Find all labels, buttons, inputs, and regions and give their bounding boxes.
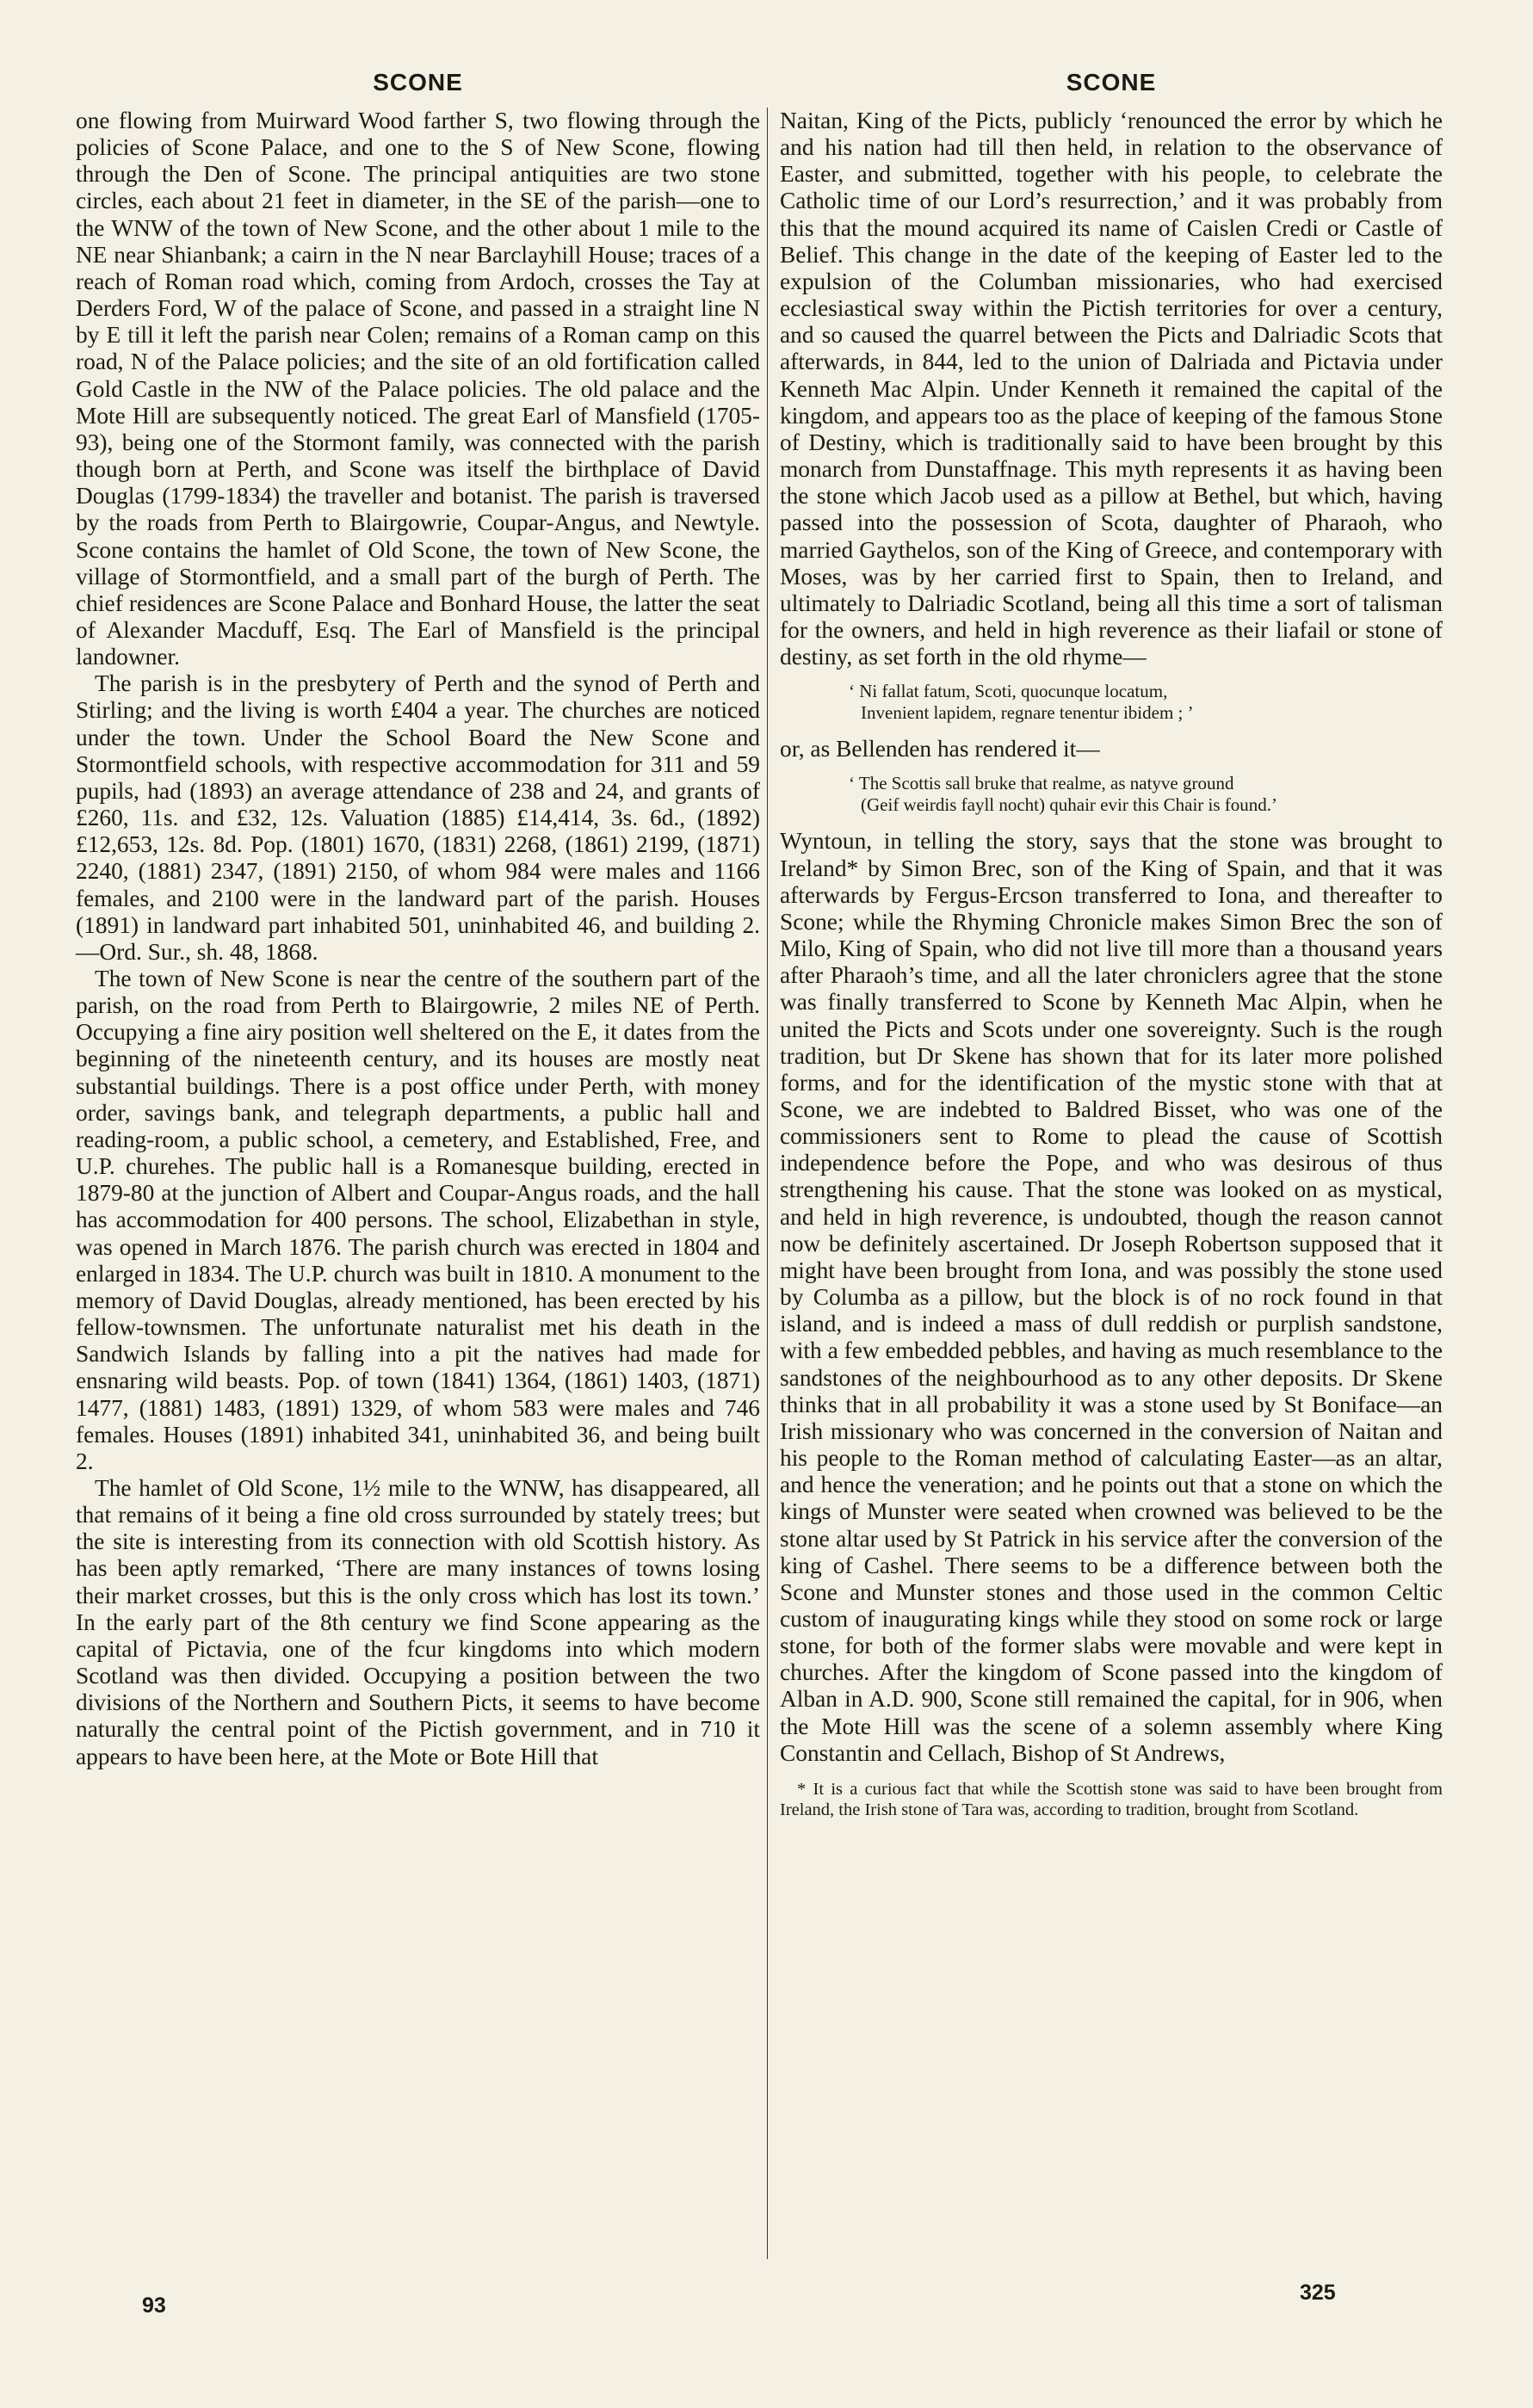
footnote: * It is a curious fact that while the Scottish stone was said to have been brought from Ireland, the Irish stone of Tara was, according to tradition, brought from Scotland. bbox=[780, 1779, 1443, 1819]
verse-line: ‘ The Scottis sall bruke that realme, as natyve ground bbox=[849, 773, 1234, 794]
paragraph: The hamlet of Old Scone, 1½ mile to the WNW, has disappeared, all that remains of it being a fine old cross surrounded by stately trees; but the site is interesting from its connection with old Scottish history. As has been aptly remarked, ‘There are many instances of towns losing their market crosses, but this is the only cross which has lost its town.’ In the early part of the 8th century we find Scone appearing as the capital of Pictavia, one of the fcur kingdoms into which modern Scotland was then divided. Occupying a position between the two divisions of the Northern and Southern Picts, it seems to have become naturally the central point of the Pictish government, and in 710 it appears to have been here, at the Mote or Bote Hill that bbox=[76, 1474, 760, 1769]
paragraph: The parish is in the presbytery of Perth and the synod of Perth and Stirling; and the living is worth £404 a year. The churches are noticed under the town. Under the School Board the New Scone and Stormontfield schools, with respective accommodation for 311 and 59 pupils, had (1893) an average attendance of 238 and 24, and grants of £260, 11s. and £32, 12s. Valuation (1885) £14,414, 3s. 6d., (1892) £12,653, 12s. 8d. Pop. (1801) 1670, (1831) 2268, (1861) 2199, (1871) 2240, (1881) 2347, (1891) 2150, of whom 984 were males and 1166 females, and 2100 were in the landward part of the parish. Houses (1891) in landward part inhabited 501, uninhabited 46, and building 2.—Ord. Sur., sh. 48, 1868. bbox=[76, 670, 760, 965]
paragraph: one flowing from Muirward Wood farther S, two flowing through the policies of Scone Palace, and one to the S of New Scone, flowing through the Den of Scone. The principal antiquities are two stone circles, each about 21 feet in diameter, in the SE of the parish—one to the WNW of the town of New Scone, and the other about 1 mile to the NE near Shianbank; a cairn in the N near Barclayhill House; traces of a reach of Roman road which, coming from Ardoch, crosses the Tay at Derders Ford, W of the palace of Scone, and passed in a straight line N by E till it left the parish near Colen; remains of a Roman camp on this road, N of the Palace policies; and the site of an old fortification called Gold Castle in the NW of the Palace policies. The old palace and the Mote Hill are subsequently noticed. The great Earl of Mansfield (1705-93), being one of the Stormont family, was connected with the parish though born at Perth, and Scone was itself the birthplace of David Douglas (1799-1834) the traveller and botanist. The parish is traversed by the roads from Perth to Blairgowrie, Coupar-Angus, and Newtyle. Scone contains the hamlet of Old Scone, the town of New Scone, the village of Stormontfield, and a small part of the burgh of Perth. The chief residences are Scone Palace and Bonhard House, the latter the seat of Alexander Macduff, Esq. The Earl of Mansfield is the principal landowner. bbox=[76, 108, 760, 670]
paragraph: Wyntoun, in telling the story, says that the stone was brought to Ireland* by Simon Brec, son of the King of Spain, and that it was afterwards by Fergus-Ercson transferred to Iona, and thereafter to Scone; while the Rhyming Chronicle makes Simon Brec the son of Milo, King of Spain, who did not live till more than a thousand years after Pharaoh’s time, and all the later chroniclers agree that the stone was finally transferred to Scone by Kenneth Mac Alpin, when he united the Picts and Scots under one sovereignty. Such is the rough tradition, but Dr Skene has shown that for its later more polished forms, and for the identification of the mystic stone with that at Scone, we are indebted to Baldred Bisset, who was one of the commissioners sent to Rome to plead the cause of Scottish independence before the Pope, and who was desirous of thus strengthening his cause. That the stone was looked on as mystical, and held in high reverence, is undoubted, though the reason cannot now be definitely ascertained. Dr Joseph Robertson supposed that it might have been brought from Iona, and was possibly the stone used by Columba as a pillow, but the block is of no rock found in that island, and is indeed a mass of dull reddish or purplish sandstone, with a few embedded pebbles, and having as much resemblance to the sandstones of the neighbourhood as to any other deposits. Dr Skene thinks that in all probability it was a stone used by St Boniface—an Irish missionary who was concerned in the conversion of Naitan and his people to the Roman method of calculating Easter—as an altar, and hence the veneration; and he points out that a stone on which the kings of Munster were seated when crowned was believed to be the stone altar used by St Patrick in his service after the conversion of the king of Cashel. There seems to be a difference between both the Scone and Munster stones and those used in the common Celtic custom of inaugurating kings while they stood on some rock or large stone, for both of the former slabs were movable and were kept in churches. After the kingdom of Scone passed into the kingdom of Alban in A.D. 900, Scone still remained the capital, for in 906, when the Mote Hill was the scene of a solemn assembly where King Constantin and Cellach, Bishop of St Andrews, bbox=[780, 828, 1443, 1766]
column-divider bbox=[767, 108, 768, 2259]
signature-mark: 93 bbox=[142, 2294, 166, 2318]
page-number: 325 bbox=[1300, 2281, 1336, 2305]
right-column bbox=[780, 108, 1443, 1820]
verse-scots bbox=[849, 773, 1443, 816]
verse-line: Invenient lapidem, regnare tenentur ibidem ; ’ bbox=[861, 702, 1194, 724]
left-column bbox=[76, 108, 760, 1770]
verse-latin bbox=[849, 681, 1443, 724]
verse-line: ‘ Ni fallat fatum, Scoti, quocunque locatum, bbox=[849, 681, 1168, 702]
paragraph: Naitan, King of the Picts, publicly ‘renounced the error by which he and his nation had till then held, in relation to the observance of Easter, and submitted, together with his people, to celebrate the Catholic time of our Lord’s resurrection,’ and it was probably from this that the mound acquired its name of Caislen Credi or Castle of Belief. This change in the date of the keeping of Easter led to the expulsion of the Columban missionaries, who had exercised ecclesiastical sway within the Pictish territories for over a century, and so caused the quarrel between the Picts and Dalriadic Scots that afterwards, in 844, led to the union of Dalriada and Pictavia under Kenneth Mac Alpin. Under Kenneth it remained the capital of the kingdom, and appears too as the place of keeping of the famous Stone of Destiny, which is traditionally said to have been brought by this monarch from Dunstaffnage. This myth represents it as having been the stone which Jacob used as a pillow at Bethel, but which, having passed into the possession of Scota, daughter of Pharaoh, who married Gaythelos, son of the King of Greece, and contemporary with Moses, was by her carried first to Spain, then to Ireland, and ultimately to Dalriadic Scotland, being all this time a sort of talisman for the owners, and held in high reverence as their liafail or stone of destiny, as set forth in the old rhyme— bbox=[780, 108, 1443, 670]
paragraph: The town of New Scone is near the centre of the southern part of the parish, on the road from Perth to Blairgowrie, 2 miles NE of Perth. Occupying a fine airy position well sheltered on the E, it dates from the beginning of the nineteenth century, and its houses are mostly neat substantial buildings. There is a post office under Perth, with money order, savings bank, and telegraph departments, a public hall and reading-room, a public school, a cemetery, and Established, Free, and U.P. churehes. The public hall is a Romanesque building, erected in 1879-80 at the junction of Albert and Coupar-Angus roads, and the hall has accommodation for 400 persons. The school, Elizabethan in style, was opened in March 1876. The parish church was erected in 1804 and enlarged in 1834. The U.P. church was built in 1810. A monument to the memory of David Douglas, already mentioned, has been erected by his fellow-townsmen. The unfortunate naturalist met his death in the Sandwich Islands by falling into a pit the natives had made for ensnaring wild beasts. Pop. of town (1841) 1364, (1861) 1403, (1871) 1477, (1881) 1483, (1891) 1329, of whom 583 were males and 746 females. Houses (1891) inhabited 341, uninhabited 36, and being built 2. bbox=[76, 966, 760, 1474]
running-head-right: SCONE bbox=[1066, 69, 1157, 96]
running-head-left: SCONE bbox=[373, 69, 463, 96]
verse-line: (Geif weirdis fayll nocht) quhair evir this Chair is found.’ bbox=[861, 794, 1278, 816]
paragraph: or, as Bellenden has rendered it— bbox=[780, 736, 1100, 763]
footnote-spacer bbox=[780, 1767, 1443, 1779]
